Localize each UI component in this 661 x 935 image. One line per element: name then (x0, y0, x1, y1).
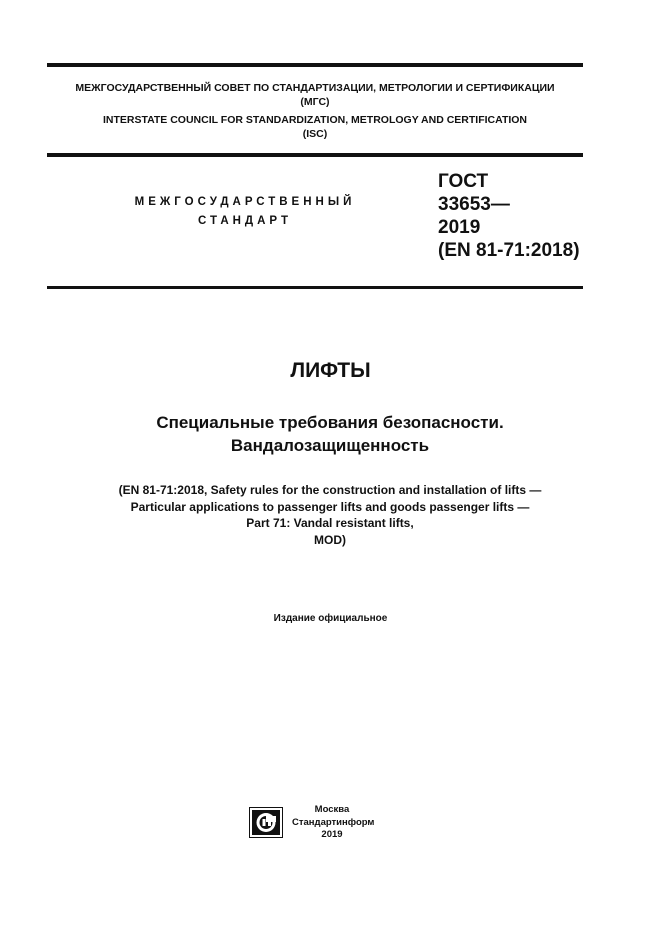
en-reference-line1: (EN 81-71:2018, Safety rules for the construction and installation of lifts — (118, 483, 542, 497)
standard-type-line2: СТАНДАРТ (198, 215, 292, 227)
en-equivalent: (EN 81-71:2018) (438, 240, 580, 261)
en-reference-line2: Particular applications to passenger lifts and goods passenger lifts — (130, 499, 530, 514)
gost-word: ГОСТ (438, 171, 489, 192)
publisher-name: Стандартинформ (292, 816, 375, 828)
standard-type-line1: МЕЖГОСУДАРСТВЕННЫЙ (134, 196, 356, 208)
council-en-block (47, 113, 583, 141)
council-en-abbr: (ISC) (302, 128, 328, 140)
document-title: ЛИФТЫ (290, 359, 371, 382)
publisher-city: Москва (314, 804, 350, 815)
publisher-year: 2019 (321, 829, 343, 840)
document-subtitle (60, 411, 600, 457)
publisher-block (292, 804, 375, 842)
edition-label: Издание официальное (273, 613, 388, 624)
standard-type-label (95, 193, 395, 231)
top-rule (47, 63, 583, 67)
standartinform-logo-icon (249, 807, 283, 838)
gost-year: 2019 (438, 217, 481, 238)
header-bottom-rule (47, 153, 583, 157)
council-ru-block (47, 81, 583, 109)
gost-designation (438, 170, 588, 262)
en-reference (40, 482, 620, 548)
designation-bottom-rule (47, 286, 583, 289)
en-reference-line4: MOD) (314, 532, 346, 547)
council-ru-abbr: (МГС) (300, 96, 330, 108)
subtitle-line2: Вандалозащищенность (230, 436, 430, 455)
council-ru-name: МЕЖГОСУДАРСТВЕННЫЙ СОВЕТ ПО СТАНДАРТИЗАЦИИ, МЕТРОЛОГИИ И СЕРТИФИКАЦИИ (75, 82, 555, 94)
subtitle-line1: Специальные требования безопасности. (156, 413, 504, 432)
en-reference-line3: Part 71: Vandal resistant lifts, (246, 516, 414, 530)
council-en-name: INTERSTATE COUNCIL FOR STANDARDIZATION, METROLOGY AND CERTIFICATION (102, 114, 528, 126)
gost-number: 33653— (438, 194, 510, 215)
